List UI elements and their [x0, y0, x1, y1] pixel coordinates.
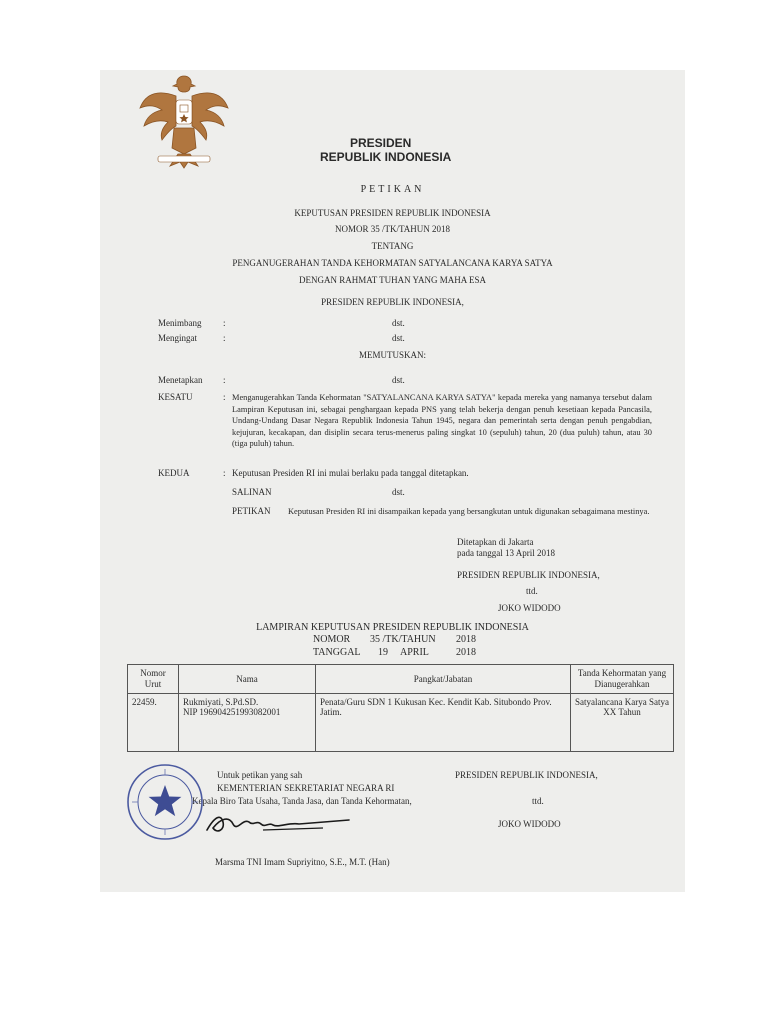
decree-subject-line1: PENGANUGERAHAN TANDA KEHORMATAN SATYALANCANA KARYA SATYA: [232, 258, 553, 268]
appendix-title: LAMPIRAN KEPUTUSAN PRESIDEN REPUBLIK INDONESIA: [256, 622, 529, 633]
appendix-date-month: APRIL: [400, 647, 429, 658]
issued-date: pada tanggal 13 April 2018: [457, 548, 555, 558]
first-label: KESATU: [158, 392, 193, 402]
signature-icon: [203, 808, 353, 838]
table-row: [128, 694, 674, 752]
legal-basis-colon: :: [223, 333, 226, 343]
recipient-name: Rukmiyati, S.Pd.SD.: [183, 697, 259, 707]
header-title-line1: PRESIDEN: [350, 136, 412, 150]
cell-position: Penata/Guru SDN 1 Kukusan Kec. Kendit Kab. Situbondo Prov. Jatim.: [316, 694, 571, 752]
column-header-position: Pangkat/Jabatan: [316, 665, 571, 694]
second-text: Keputusan Presiden RI ini mulai berlaku pada tanggal ditetapkan.: [232, 468, 469, 478]
copy-value: dst.: [392, 487, 405, 497]
decree-number: NOMOR 35 /TK/TAHUN 2018: [334, 224, 451, 234]
consideration-colon: :: [223, 318, 226, 328]
decree-issuer: PRESIDEN REPUBLIK INDONESIA,: [321, 297, 464, 307]
appendix-date-year: 2018: [456, 647, 476, 658]
official-stamp-icon: [126, 763, 204, 841]
excerpt-text: Keputusan Presiden RI ini disampaikan kepada yang bersangkutan untuk digunakan sebagaimana mestinya.: [288, 507, 650, 516]
copy-label: SALINAN: [232, 487, 272, 497]
appendix-number-value: 35 /TK/TAHUN: [370, 634, 436, 645]
consideration-label: Menimbang: [158, 318, 202, 328]
column-header-number: Nomor Urut: [128, 665, 179, 694]
appendix-date-label: TANGGAL: [313, 647, 361, 658]
appendix-table: [127, 664, 674, 752]
first-colon: :: [223, 392, 226, 402]
recipient-nip: NIP 196904251993082001: [183, 707, 281, 717]
decree-title: KEPUTUSAN PRESIDEN REPUBLIK INDONESIA: [294, 208, 491, 218]
appendix-number-label: NOMOR: [313, 634, 351, 645]
bureau-head: Kepala Biro Tata Usaha, Tanda Jasa, dan Tanda Kehormatan,: [192, 796, 412, 806]
first-text: Menganugerahkan Tanda Kehormatan "SATYALANCANA KARYA SATYA" kepada mereka yang namanya tersebut dalam Lampiran Keputusan ini, sebagai penghargaan kepada PNS yang telah bekerja dengan penuh kesetiaan kepada Pancasila, Undang-Undang Dasar Negara Republik Indonesia Tahun 1945, negara dan pemerintah serta dengan penuh pengabdian, kejujuran, kecakapan, dan disiplin secara terus-menerus paling singkat 10 (sepuluh) tahun, 20 (dua puluh) tahun, atau 30 (tiga puluh) tahun.: [232, 393, 652, 448]
official-name: Marsma TNI Imam Supriyitno, S.E., M.T. (Han): [215, 857, 390, 867]
footer-signer-title: PRESIDEN REPUBLIK INDONESIA,: [455, 770, 598, 780]
ministry-name: KEMENTERIAN SEKRETARIAT NEGARA RI: [217, 783, 395, 793]
second-label: KEDUA: [158, 468, 190, 478]
issued-signer-name: JOKO WIDODO: [498, 603, 561, 613]
cell-award: Satyalancana Karya Satya XX Tahun: [571, 694, 674, 752]
issued-place: Ditetapkan di Jakarta: [457, 537, 534, 547]
issued-signer-title: PRESIDEN REPUBLIK INDONESIA,: [457, 570, 600, 580]
enact-value: dst.: [392, 375, 405, 385]
legal-basis-label: Mengingat: [158, 333, 197, 343]
consideration-value: dst.: [392, 318, 405, 328]
petikan-label: PETIKAN: [360, 184, 425, 195]
appendix-date-day: 19: [378, 647, 388, 658]
footer-signer-name: JOKO WIDODO: [498, 819, 561, 829]
issued-signed: ttd.: [526, 586, 538, 596]
second-colon: :: [223, 468, 226, 478]
decree-about: TENTANG: [371, 241, 414, 251]
appendix-number-year: 2018: [456, 634, 476, 645]
garuda-emblem-icon: [136, 70, 232, 170]
decree-subject-line2: DENGAN RAHMAT TUHAN YANG MAHA ESA: [298, 275, 487, 285]
column-header-name: Nama: [179, 665, 316, 694]
column-header-award: Tanda Kehormatan yang Dianugerahkan: [571, 665, 674, 694]
excerpt-label: PETIKAN: [232, 506, 271, 516]
extract-note: Untuk petikan yang sah: [217, 770, 303, 780]
header-title-line2: REPUBLIK INDONESIA: [320, 150, 452, 164]
cell-number: 22459.: [128, 694, 179, 752]
enact-colon: :: [223, 375, 226, 385]
footer-signed: ttd.: [532, 796, 544, 806]
decree-document: [100, 70, 685, 892]
cell-name: [179, 694, 316, 752]
decides-heading: MEMUTUSKAN:: [358, 350, 426, 360]
table-header-row: [128, 665, 674, 694]
legal-basis-value: dst.: [392, 333, 405, 343]
enact-label: Menetapkan: [158, 375, 203, 385]
